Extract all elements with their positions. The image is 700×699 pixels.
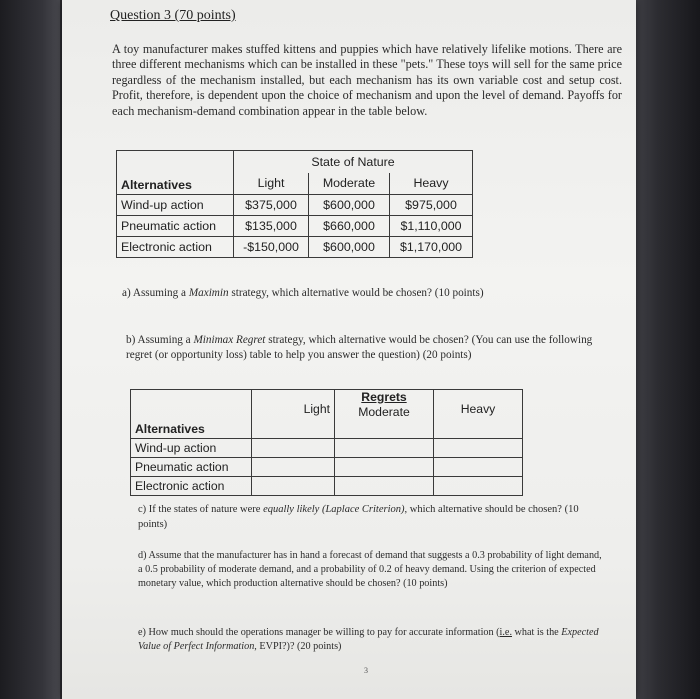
regret-cell[interactable] bbox=[335, 439, 434, 458]
payoff-row bbox=[117, 237, 473, 258]
payoff-header-row bbox=[117, 151, 473, 173]
payoff-alternatives-header: Alternatives bbox=[117, 151, 234, 195]
regret-col-moderate-label: Moderate bbox=[358, 405, 410, 419]
page-number: 3 bbox=[364, 666, 368, 675]
regret-alternatives-header: Alternatives bbox=[131, 390, 252, 439]
regret-col-heavy: Heavy bbox=[434, 390, 523, 439]
regret-cell[interactable] bbox=[252, 458, 335, 477]
payoff-row-label: Electronic action bbox=[117, 237, 234, 258]
regret-row-label: Electronic action bbox=[131, 477, 252, 496]
regret-table bbox=[130, 389, 523, 496]
part-a: a) Assuming a Maximin strategy, which alternative would be chosen? (10 points) bbox=[122, 287, 484, 299]
payoff-col-heavy: Heavy bbox=[390, 173, 473, 195]
payoff-col-light: Light bbox=[234, 173, 309, 195]
regrets-header: Regrets bbox=[361, 390, 407, 404]
regret-cell[interactable] bbox=[434, 439, 523, 458]
part-e: e) How much should the operations manager be willing to pay for accurate information (i.e. what is the Expected Value of Perfect Information, EVPI?)? (20 points) bbox=[138, 627, 599, 652]
payoff-cell: $375,000 bbox=[234, 195, 309, 216]
regret-col-moderate bbox=[335, 390, 434, 439]
payoff-row bbox=[117, 195, 473, 216]
background-left bbox=[0, 0, 60, 699]
payoff-cell: $135,000 bbox=[234, 216, 309, 237]
payoff-cell: $600,000 bbox=[309, 195, 390, 216]
question-intro: A toy manufacturer makes stuffed kittens and puppies which have relatively lifelike motions. There are three different mechanisms which can be installed in these "pets." These toys will sell for the same price regardless of the mechanism installed, but each mechanism has its own variable cost and setup cost. Profit, therefore, is dependent upon the choice of mechanism and upon the level of demand. Payoffs for each mechanism-demand combination appear in the table below. bbox=[112, 42, 622, 118]
background-right bbox=[630, 0, 700, 699]
payoff-cell: $600,000 bbox=[309, 237, 390, 258]
regret-row bbox=[131, 477, 523, 496]
payoff-cell: $1,110,000 bbox=[390, 216, 473, 237]
regret-col-light: Light bbox=[252, 390, 335, 439]
payoff-col-moderate: Moderate bbox=[309, 173, 390, 195]
worksheet-page bbox=[62, 0, 636, 699]
payoff-cell: $1,170,000 bbox=[390, 237, 473, 258]
payoff-row-label: Wind-up action bbox=[117, 195, 234, 216]
payoff-row bbox=[117, 216, 473, 237]
regret-cell[interactable] bbox=[252, 477, 335, 496]
payoff-cell: $975,000 bbox=[390, 195, 473, 216]
payoff-row-label: Pneumatic action bbox=[117, 216, 234, 237]
regret-row bbox=[131, 458, 523, 477]
regret-cell[interactable] bbox=[434, 458, 523, 477]
regret-cell[interactable] bbox=[252, 439, 335, 458]
part-d: d) Assume that the manufacturer has in hand a forecast of demand that suggests a 0.3 probability of light demand, a 0.5 probability of moderate demand, and a probability of 0.2 of heavy demand. Using the criterion of expected monetary value, which production alternative should be chosen? (10 points) bbox=[138, 550, 602, 589]
payoff-cell: -$150,000 bbox=[234, 237, 309, 258]
part-c: c) If the states of nature were equally likely (Laplace Criterion), which alternative should be chosen? (10 points) bbox=[138, 504, 579, 530]
regret-cell[interactable] bbox=[335, 458, 434, 477]
payoff-cell: $660,000 bbox=[309, 216, 390, 237]
regret-header-row bbox=[131, 390, 523, 439]
state-of-nature-header: State of Nature bbox=[234, 151, 473, 173]
regret-row bbox=[131, 439, 523, 458]
question-title: Question 3 (70 points) bbox=[110, 8, 236, 23]
regret-row-label: Pneumatic action bbox=[131, 458, 252, 477]
regret-row-label: Wind-up action bbox=[131, 439, 252, 458]
regret-cell[interactable] bbox=[434, 477, 523, 496]
regret-cell[interactable] bbox=[335, 477, 434, 496]
part-b: b) Assuming a Minimax Regret strategy, which alternative would be chosen? (You can use the following regret (or opportunity loss) table to help you answer the question) (20 points) bbox=[126, 334, 593, 361]
payoff-table bbox=[116, 150, 473, 258]
